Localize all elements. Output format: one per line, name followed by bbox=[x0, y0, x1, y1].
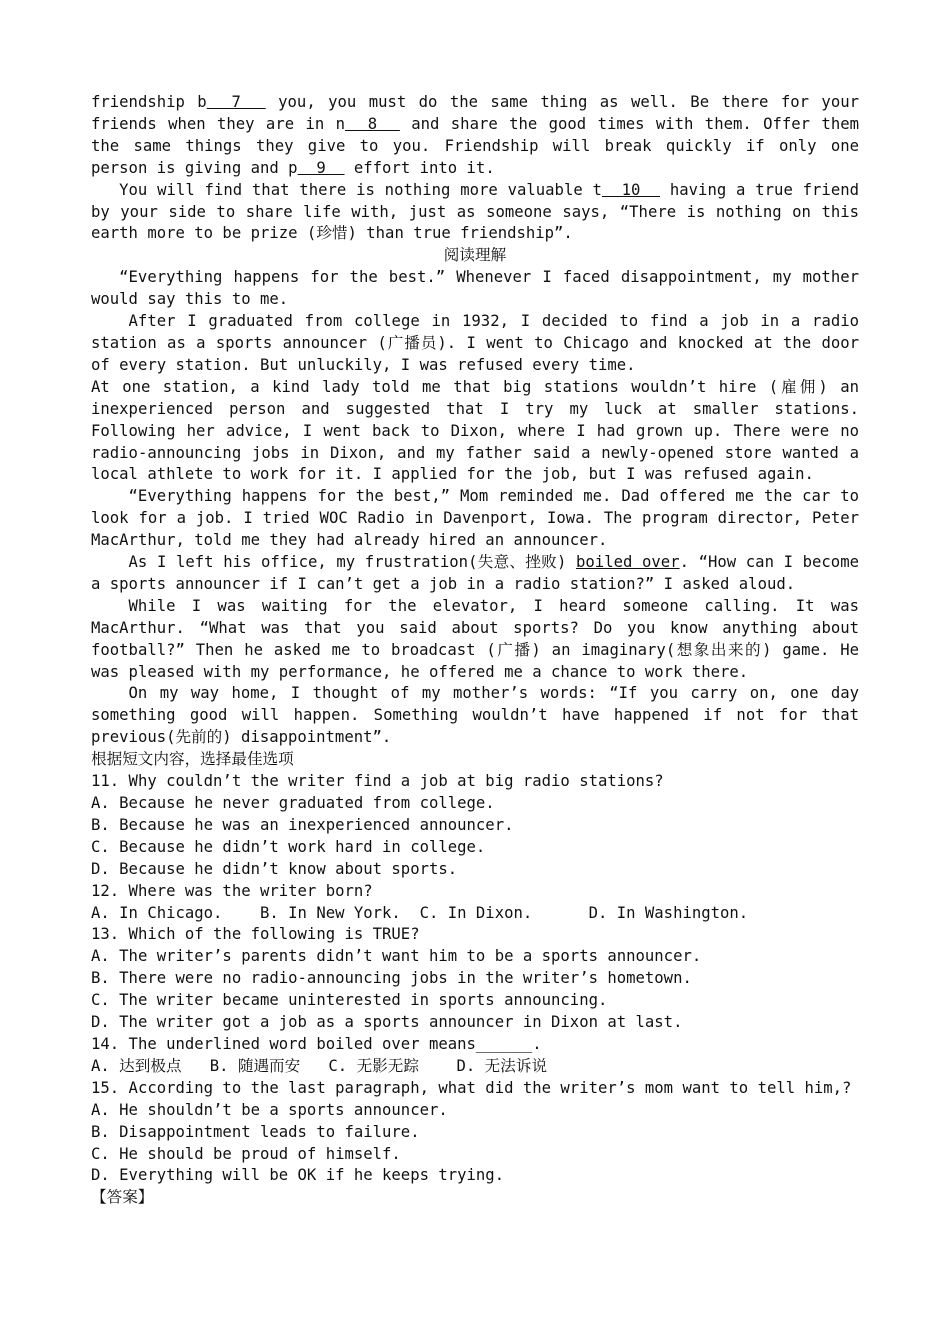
passage-paragraph bbox=[91, 267, 859, 311]
question-list bbox=[91, 771, 859, 1187]
question-stem: 15. According to the last paragraph, what did the writer’s mom want to tell him,? bbox=[91, 1078, 852, 1097]
answer-option[interactable]: A. Because he never graduated from college. bbox=[91, 794, 495, 812]
question-stem: 12. Where was the writer born? bbox=[91, 881, 373, 900]
answer-option[interactable]: D. Because he didn’t know about sports. bbox=[91, 859, 458, 878]
passage-paragraph bbox=[91, 486, 859, 552]
text-run: After I graduated from college in 1932, I decided to find a job in a radio station as a sports announcer (广播员). I went to Chicago and knocked at the door of every station. But unluckily, I was refused every time. bbox=[91, 312, 859, 374]
answer-option[interactable]: D. The writer got a job as a sports announcer in Dixon at last. bbox=[91, 1013, 683, 1032]
text-run: While I was waiting for the elevator, I heard someone calling. It was MacArthur. “What was that you said about sports? Do you know anything about football?” Then he asked me to broadcast (广播) an imaginary(想象出来的) game. He was pleased with my performance, he offered me a chance to work there. bbox=[91, 596, 859, 681]
answer-option[interactable]: D. Everything will be OK if he keeps trying. bbox=[91, 1166, 505, 1185]
document-page bbox=[91, 92, 859, 1209]
reading-passage bbox=[91, 267, 859, 749]
text-run: having a true friend by your side to share life with, just as someone says, “There is nothing on this earth more to be prize (珍惜) than true friendship”. bbox=[91, 180, 859, 243]
answer-option[interactable]: C. The writer became uninterested in sports announcing. bbox=[91, 991, 608, 1010]
answer-label: 【答案】 bbox=[91, 1188, 154, 1207]
cloze-paragraph-2 bbox=[91, 180, 859, 246]
answer-blank: 10 bbox=[601, 180, 661, 199]
cloze-paragraph-1 bbox=[91, 92, 859, 180]
answer-option[interactable]: A. The writer’s parents didn’t want him to be a sports announcer. bbox=[91, 947, 702, 966]
question-stem: 13. Which of the following is TRUE? bbox=[91, 925, 420, 944]
question-instruction: 根据短文内容，选择最佳选项 bbox=[91, 750, 294, 769]
question-options-inline[interactable]: A. 达到极点 B. 随遇而安 C. 无影无踪 D. 无法诉说 bbox=[91, 1056, 548, 1075]
passage-paragraph bbox=[91, 377, 859, 487]
text-run: effort into it. bbox=[344, 158, 495, 177]
answer-option[interactable]: A. He shouldn’t be a sports announcer. bbox=[91, 1100, 448, 1119]
text-run: and share the good times with them. Offer them the same things they give to you. Friendship will break quickly if only one person is giving and p bbox=[91, 114, 859, 177]
text-run: “Everything happens for the best,” Mom reminded me. Dad offered me the car to look for a job. I tried WOC Radio in Davenport, Iowa. The program director, Peter MacArthur, told me they had already hired an announcer. bbox=[91, 487, 859, 550]
answer-option[interactable]: B. Because he was an inexperienced announcer. bbox=[91, 815, 514, 834]
text-run: “Everything happens for the best.” Whenever I faced disappointment, my mother would say this to me. bbox=[91, 268, 859, 309]
answer-blank: 8 bbox=[345, 114, 400, 133]
answer-option[interactable]: C. He should be proud of himself. bbox=[91, 1144, 401, 1163]
text-run: . “How can I become a sports announcer if I can’t get a job in a radio station?” I asked aloud. bbox=[91, 553, 859, 593]
question-options-inline[interactable]: A. In Chicago. B. In New York. C. In Dixon. D. In Washington. bbox=[91, 903, 749, 922]
text-run: As I left his office, my frustration(失意、挫败) bbox=[128, 553, 577, 572]
text-run: You will find that there is nothing more valuable t bbox=[119, 180, 602, 199]
answer-blank: 7 bbox=[206, 93, 266, 111]
answer-blank: 9 bbox=[297, 158, 345, 177]
text-run: At one station, a kind lady told me that big stations wouldn’t hire (雇佣) an inexperienced person and suggested that I try my luck at smaller stations. Following her advice, I went back to Dixon, where I had grown up. There were no radio-announcing jobs in Dixon, and my father said a newly-opened store wanted a local athlete to work for it. I applied for the job, but I was refused again. bbox=[91, 377, 859, 484]
text-run: friendship b bbox=[91, 93, 207, 111]
answer-option[interactable]: B. Disappointment leads to failure. bbox=[91, 1122, 420, 1141]
passage-paragraph bbox=[91, 311, 859, 377]
passage-paragraph bbox=[91, 683, 859, 749]
question-stem: 14. The underlined word boiled over means______. bbox=[91, 1034, 542, 1053]
section-heading: 阅读理解 bbox=[443, 246, 507, 265]
text-run: On my way home, I thought of my mother’s words: “If you carry on, one day something good will happen. Something wouldn’t have happened if not for that previous(先前的) disappointment”. bbox=[91, 684, 859, 747]
question-stem: 11. Why couldn’t the writer find a job at big radio stations? bbox=[91, 772, 664, 791]
text-run: you, you must do the same thing as well. Be there for your friends when they are in n bbox=[91, 93, 859, 133]
passage-paragraph bbox=[91, 596, 859, 684]
answer-option[interactable]: B. There were no radio-announcing jobs in the writer’s hometown. bbox=[91, 969, 692, 988]
passage-paragraph bbox=[91, 552, 859, 596]
underlined-phrase: boiled over bbox=[576, 553, 680, 572]
answer-option[interactable]: C. Because he didn’t work hard in college. bbox=[91, 837, 486, 856]
